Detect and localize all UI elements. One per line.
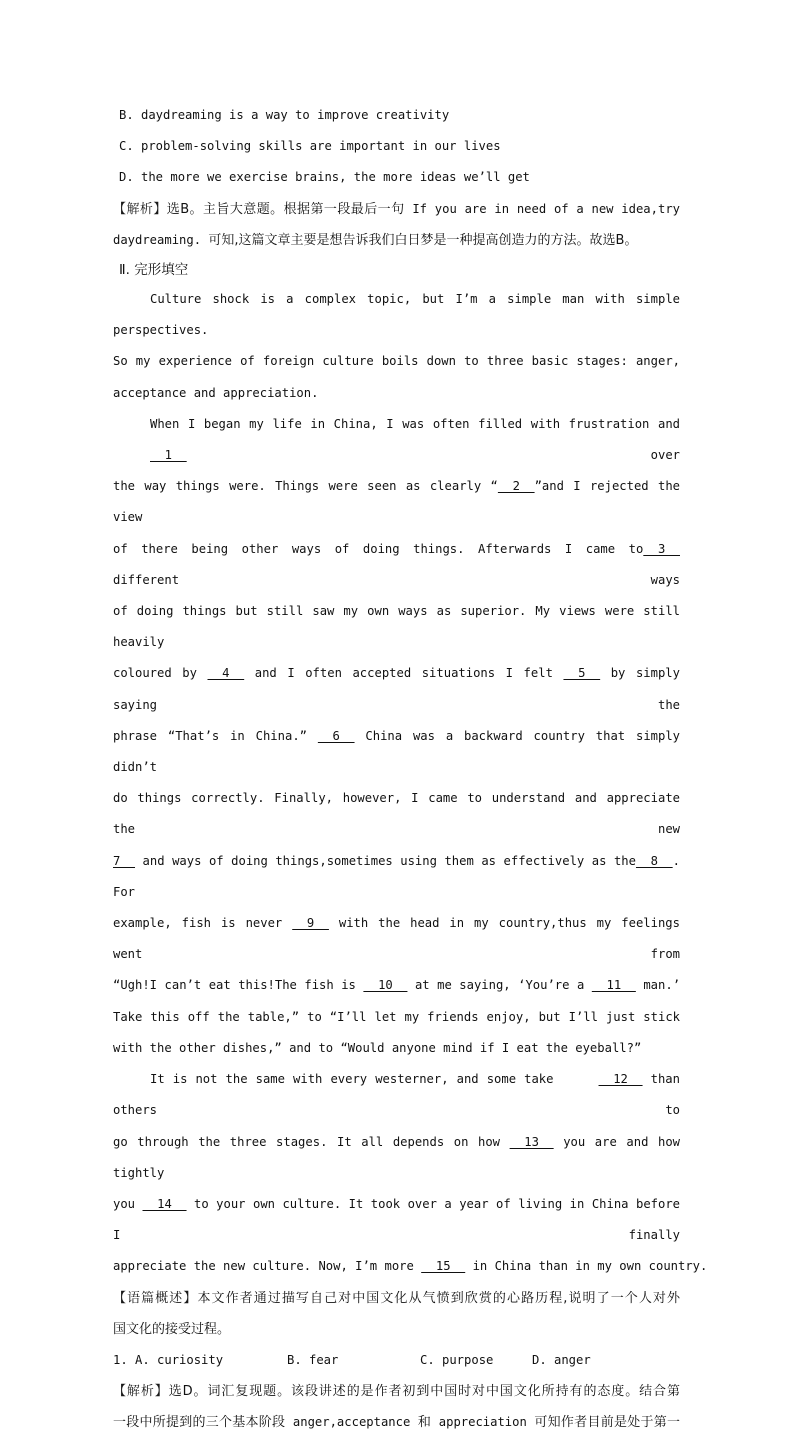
passage-text: you are and how tightly: [113, 1134, 680, 1180]
q1-choice-b: B. fear: [287, 1352, 339, 1367]
analysis-1-term: appreciation: [438, 1415, 527, 1430]
passage-text: and I often accepted situations I felt: [254, 666, 553, 681]
passage-p3-line-3: [113, 1189, 680, 1251]
blank-12: 12: [598, 1072, 643, 1087]
option-b: B. daydreaming is a way to improve creativity: [119, 108, 450, 122]
summary-text: 本文作者通过描写自己对中国文化从气愤到欣赏的心路历程,说明了一个人对外: [197, 1290, 680, 1306]
summary-tag: 【语篇概述】: [113, 1290, 198, 1306]
section-title: Ⅱ. 完形填空: [119, 262, 189, 279]
blank-3: 3: [643, 541, 680, 556]
blank-11: 11: [591, 978, 636, 993]
option-d: D. the more we exercise brains, the more ideas we’ll get: [119, 170, 530, 185]
passage-text: by simply saying the: [113, 666, 680, 712]
analysis-1-line-2: [113, 1407, 680, 1438]
passage-p2-line-5: [113, 658, 680, 720]
blank-1: 1: [150, 448, 187, 463]
passage-p2-line-8: [113, 846, 680, 908]
passage-p2-line-6: [113, 721, 680, 783]
blank-8: 8: [635, 853, 673, 868]
blank-5: 5: [563, 666, 601, 681]
analysis-1-text: 和: [417, 1415, 432, 1431]
passage-p2-line-4: of doing things but still saw my own ways as superior. My views were still heavily: [113, 604, 680, 650]
analysis-1-text: 可知作者目前是处于第一: [534, 1415, 680, 1431]
passage-text: phrase “That’s in China.”: [113, 728, 307, 743]
blank-7: 7: [113, 853, 136, 868]
passage-text: man.’: [643, 978, 681, 993]
passage-p3-line-1: [113, 1064, 680, 1126]
passage-p2-line-2: [113, 471, 680, 533]
passage-p2-line-3: [113, 534, 680, 596]
passage-p1-line-2: So my experience of foreign culture boils down to three basic stages: anger,: [113, 354, 680, 369]
blank-13: 13: [509, 1134, 554, 1149]
blank-14: 14: [142, 1196, 187, 1211]
passage-p2-line-12: with the other dishes,” and to “Would anyone mind if I eat the eyeball?”: [113, 1040, 642, 1055]
passage-p1-line-1: Culture shock is a complex topic, but I’m a simple man with simple perspectives.: [113, 292, 680, 338]
passage-p3-line-4: [113, 1251, 708, 1282]
passage-text: of there being other ways of doing things. Afterwards I came to: [113, 541, 644, 556]
passage-p2-line-1: [113, 409, 680, 471]
passage-text: . For: [113, 853, 680, 899]
blank-4: 4: [207, 666, 245, 681]
passage-p2-line-7: do things correctly. Finally, however, I came to understand and appreciate the new: [113, 791, 680, 837]
analysis-1-tag: 【解析】: [113, 1384, 169, 1400]
passage-text: at me saying, ‘You’re a: [414, 978, 585, 993]
analysis-prev-quote-end: daydreaming.: [113, 232, 202, 247]
passage-text: the way things were. Things were seen as clearly “: [113, 479, 498, 494]
passage-p2-line-11: Take this off the table,” to “I’ll let my friends enjoy, but I’ll just stick: [113, 1009, 680, 1024]
analysis-1-text: 一段中所提到的三个基本阶段: [113, 1415, 286, 1431]
q1-choice-a: 1. A. curiosity: [113, 1352, 224, 1367]
passage-text: coloured by: [113, 666, 197, 681]
blank-15: 15: [421, 1259, 466, 1274]
passage-text: example, fish is never: [113, 916, 283, 931]
analysis-1-term: anger,acceptance: [292, 1415, 411, 1430]
blank-10: 10: [363, 978, 408, 993]
passage-text: than others to: [113, 1072, 680, 1118]
passage-text: in China than in my own country.: [472, 1259, 708, 1274]
passage-p3-line-2: [113, 1127, 680, 1189]
option-c: C. problem-solving skills are important in our lives: [119, 139, 501, 154]
analysis-prev-line-1: [113, 194, 680, 225]
q1-choice-c: C. purpose: [420, 1352, 494, 1367]
passage-text: to your own culture. It took over a year of living in China before I finally: [113, 1196, 681, 1243]
blank-6: 6: [317, 728, 355, 743]
passage-text: you: [113, 1196, 136, 1211]
summary-line-2: 国文化的接受过程。: [113, 1321, 231, 1337]
passage-text: ”and I rejected the view: [113, 479, 680, 525]
passage-text: It is not the same with every westerner, and some take: [150, 1072, 554, 1087]
passage-text: over: [650, 448, 680, 463]
passage-text: go through the three stages. It all depends on how: [113, 1134, 501, 1149]
summary-line-1: [113, 1283, 680, 1314]
passage-p1-line-3: acceptance and appreciation.: [113, 385, 319, 400]
passage-p2-line-10: [113, 970, 680, 1001]
q1-choice-d: D. anger: [532, 1352, 591, 1367]
blank-2: 2: [497, 479, 535, 494]
passage-text: appreciate the new culture. Now, I’m more: [113, 1259, 414, 1274]
analysis-prev-quote: If you are in need of a new idea,try: [412, 201, 680, 216]
analysis-prev-conclusion: 可知,这篇文章主要是想告诉我们白日梦是一种提高创造力的方法。故选B。: [208, 232, 638, 248]
passage-text: “Ugh!I can’t eat this!The fish is: [113, 978, 356, 993]
passage-text: and ways of doing things,sometimes using them as effectively as the: [142, 853, 636, 868]
analysis-1-text: 选D。词汇复现题。该段讲述的是作者初到中国时对中国文化所持有的态度。结合第: [168, 1384, 680, 1400]
passage-p2-line-9: [113, 908, 680, 970]
analysis-tag: 【解析】: [113, 201, 167, 217]
passage-text: China was a backward country that simply didn’t: [113, 728, 681, 775]
analysis-prev-text-cn: 选B。主旨大意题。根据第一段最后一句: [166, 201, 405, 217]
question-1-choices: [113, 1345, 680, 1376]
analysis-1-line-1: [113, 1376, 680, 1407]
document-page: [113, 100, 708, 1439]
passage-text: When I began my life in China, I was often filled with frustration and: [150, 416, 680, 431]
analysis-prev-line-2: [113, 225, 680, 256]
blank-9: 9: [292, 916, 329, 931]
passage-text: different ways: [113, 572, 680, 587]
passage-text: with the head in my country,thus my feelings went from: [113, 916, 680, 962]
